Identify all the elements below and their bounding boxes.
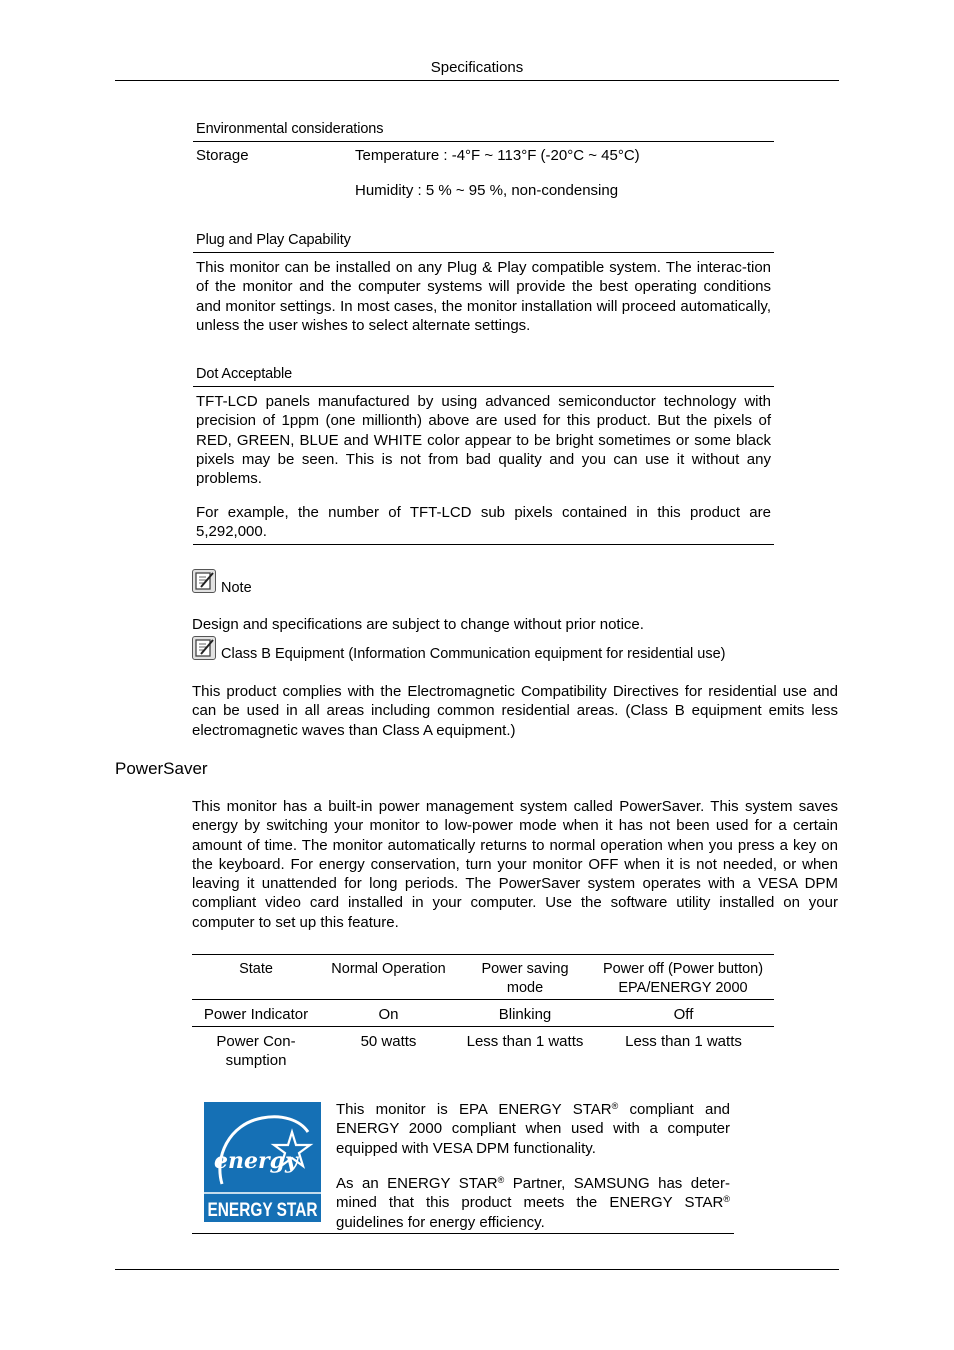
class-b-label: Class B Equipment (Information Communication equipment for residential use): [221, 646, 726, 662]
energy-star-rule: [192, 1233, 734, 1234]
dot-text-2: For example, the number of TFT-LCD sub pixels contained in this product are 5,292,000.: [196, 504, 771, 541]
table-cell: 50 watts: [360, 1033, 417, 1050]
storage-humidity: Humidity : 5 % ~ 95 %, non-condensing: [355, 182, 619, 199]
environmental-heading: Environmental considerations: [196, 121, 384, 137]
table-cell: Less than 1 watts: [625, 1033, 742, 1050]
storage-temperature: Temperature : -4°F ~ 113°F (-20°C ~ 45°C): [355, 147, 640, 164]
table-rule-row: [192, 1026, 774, 1027]
table-cell: On: [378, 1006, 399, 1023]
table-cell: Power Indicator: [203, 1006, 309, 1023]
table-header-off: Power off (Power button) EPA/ENERGY 2000: [602, 961, 764, 996]
table-cell: Blinking: [498, 1006, 552, 1023]
storage-label: Storage: [196, 147, 249, 164]
energy-star-paragraph-2: [336, 1174, 730, 1232]
table-rule-top: [192, 954, 774, 955]
environmental-rule: [193, 141, 774, 142]
table-cell: Less than 1 watts: [466, 1033, 584, 1050]
table-rule-header: [192, 999, 774, 1000]
class-b-text: This product complies with the Electromagnetic Compatibility Directives for residential use and can be used in all areas including common residential areas. (Class B equipment emits less electromagnetic waves than Class A equipment.): [192, 683, 838, 739]
table-header-saving: Power saving mode: [481, 961, 569, 996]
registered-mark: ®: [723, 1194, 730, 1205]
dot-text-1: TFT-LCD panels manufactured by using advanced semiconductor technology with precision of 1ppm (one millionth) above are used for this product. But the pixels of RED, GREEN, BLUE and WHITE color appear to be bright sometimes or some black pixels may be seen. This is not from bad quality and you can use it without any problems.: [196, 393, 771, 488]
energy-star-p2-b: Partner, SAMSUNG has deter-mined that this product meets the ENERGY STAR: [336, 1175, 730, 1212]
dot-rule-top: [193, 386, 774, 387]
table-cell: Off: [673, 1006, 694, 1023]
note-icon: [192, 569, 216, 593]
energy-star-logo-text: ENERGY STAR: [207, 1200, 318, 1221]
plug-play-heading: Plug and Play Capability: [196, 232, 351, 248]
table-header-normal: Normal Operation: [331, 961, 446, 977]
energy-star-script: energy: [214, 1148, 298, 1174]
energy-star-p1-a: This monitor is EPA ENERGY STAR: [336, 1101, 612, 1118]
header-rule: [115, 80, 839, 81]
plug-play-text: This monitor can be installed on any Plug & Play compatible system. The interac-tion of the monitor and the computer systems will provide the best operating conditions and monitor settings. In most cases, the monitor installation will proceed automatically, unless the user wishes to select alternate settings.: [196, 259, 771, 334]
energy-star-paragraph-1: [336, 1100, 730, 1158]
note-text: Design and specifications are subject to change without prior notice.: [192, 616, 644, 633]
registered-mark: ®: [497, 1175, 505, 1185]
table-cell: Power Con-sumption: [216, 1033, 296, 1069]
table-header-state: State: [239, 961, 273, 977]
powersaver-text: This monitor has a built-in power management system called PowerSaver. This system saves energy by switching your monitor to low-power mode when it has not been used for a certain amount of time. The monitor automatically returns to normal operation when you press a key on the keyboard. For energy conservation, turn your monitor OFF when it is not needed, or when leaving it unattended for long periods. The PowerSaver system operates with a VESA DPM compliant video card installed in your computer. Use the software utility installed on your computer to set up this feature.: [192, 798, 838, 931]
page-header-title: Specifications: [430, 59, 524, 76]
energy-star-p2-a: As an ENERGY STAR: [336, 1175, 498, 1192]
dot-rule-bottom: [193, 544, 774, 545]
note-label: Note: [221, 580, 252, 596]
class-b-icon: [192, 636, 216, 660]
registered-mark: ®: [611, 1101, 619, 1111]
energy-star-logo: [204, 1102, 321, 1222]
footer-rule: [115, 1269, 839, 1270]
dot-heading: Dot Acceptable: [196, 366, 293, 382]
plug-play-rule: [193, 252, 774, 253]
powersaver-heading: PowerSaver: [115, 759, 208, 778]
energy-star-p2-c: guidelines for energy efficiency.: [336, 1213, 545, 1231]
energy-star-p1-b: compliant and ENERGY 2000 compliant when used with a computer equipped with VESA DPM functionality.: [336, 1101, 730, 1157]
